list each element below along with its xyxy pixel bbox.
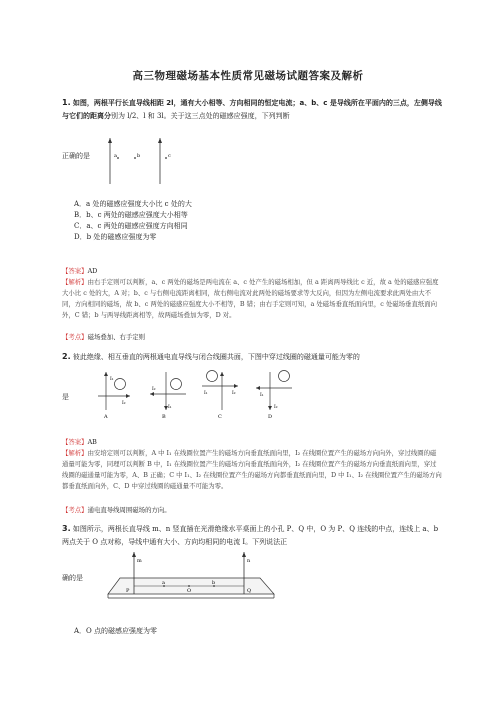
question-2-figure bbox=[92, 364, 312, 420]
analysis-tag: 【解析】 bbox=[62, 449, 88, 457]
figure-label-b: B bbox=[162, 414, 166, 420]
point-b-label: b bbox=[137, 153, 141, 159]
answer-tag: 【答案】 bbox=[62, 267, 88, 275]
answer-tag: 【答案】 bbox=[62, 438, 88, 446]
current-label-i1: I₁ bbox=[168, 405, 172, 410]
answer-value: AD bbox=[87, 267, 98, 275]
question-2-analysis bbox=[62, 448, 442, 492]
wire-n-label: n bbox=[247, 558, 251, 564]
option-a: A．a 处的磁感应强度大小比 c 处的大 bbox=[74, 200, 192, 208]
wire-m-label: m bbox=[137, 558, 142, 564]
point-a-label: a bbox=[114, 153, 117, 159]
question-number: 1. bbox=[62, 98, 71, 107]
point-tag: 【考点】 bbox=[62, 333, 88, 341]
question-number: 2. bbox=[62, 352, 71, 361]
point-text: 通电直导线周围磁场的方向。 bbox=[87, 506, 171, 514]
question-2-answer bbox=[62, 437, 442, 448]
option-c: C．a、c 两处的磁感应强度方向相同 bbox=[74, 222, 188, 230]
question-1-answer bbox=[62, 266, 442, 277]
current-label-i2: I₂ bbox=[274, 405, 278, 410]
point-tag: 【考点】 bbox=[62, 506, 88, 514]
question-1-figure bbox=[104, 136, 174, 186]
page-title: 高三物理磁场基本性质常见磁场试题答案及解析 bbox=[132, 70, 364, 82]
point-b-label: b bbox=[212, 580, 216, 586]
current-label-i2: I₂ bbox=[122, 401, 126, 406]
question-1-stem bbox=[62, 96, 442, 123]
point-a-label: a bbox=[162, 580, 165, 586]
point-p-label: P bbox=[126, 588, 130, 594]
figure-label-c: C bbox=[218, 414, 222, 420]
analysis-tag: 【解析】 bbox=[62, 278, 88, 286]
question-3-lead: 确的是 bbox=[62, 574, 83, 582]
figure-b bbox=[150, 372, 186, 420]
question-1-point bbox=[62, 332, 442, 343]
current-label-i1: I₁ bbox=[260, 393, 264, 398]
current-label-i2: I₂ bbox=[232, 391, 236, 396]
question-3-stem-text: 如图所示，两根长直导线 m、n 竖直插在光滑绝缘水平桌面上的小孔 P、Q 中，O 为 P、Q 连线的中点，连线上 a、b 两点关于 O 点对称，导线中通有大小、方向均相同的电流 I。下列说法正 bbox=[62, 525, 439, 546]
answer-value: AB bbox=[87, 438, 97, 446]
point-c-label: c bbox=[168, 153, 171, 159]
point-o-label: O bbox=[187, 588, 192, 594]
analysis-text: 由安培定则可以判断，A 中 I₁ 在线圈位置产生的磁场方向垂直纸面向里，I₂ 在线圈位置产生的磁场方向向外，穿过线圈的磁通量可能为零，同理可以判断 B 中，I₁ 在线圈位置产生的磁场方向垂直纸面向外，I₂ 在线圈位置产生的磁场方向垂直纸面向里，穿过线圈的磁通量可能为零，A、B 正确；C 中 I₁、I₂ 在线圈位置产生的磁场方向都垂直纸面向里，D 中 I₁、I₂ 在线圈位置产生的磁场方向都垂直纸面向外，C、D 中穿过线圈的磁通量不可能为零。 bbox=[62, 449, 442, 490]
option-b: B．b、c 两处的磁感应强度大小相等 bbox=[74, 211, 188, 219]
question-1-lead: 正确的是 bbox=[62, 152, 90, 160]
question-3-stem bbox=[62, 522, 442, 549]
question-2-point bbox=[62, 505, 442, 516]
point-q-label: Q bbox=[247, 588, 252, 594]
question-1-stem-rest: 别为 l/2、l 和 3l。关于这三点处的磁感应强度，下列判断 bbox=[111, 112, 290, 120]
figure-c bbox=[202, 371, 238, 421]
figure-label-d: D bbox=[268, 414, 273, 420]
question-2-stem-text: 彼此绝缘、相互垂直的两根通电直导线与闭合线圈共面，下图中穿过线圈的磁通量可能为零的 bbox=[72, 353, 360, 361]
analysis-text: 由右手定则可以判断，a、c 两处的磁场是两电流在 a、c 处产生的磁场相加，但 a 距离两导线比 c 近，故 a 处的磁感应强度大小比 c 处的大，A 对；b、c 与右侧电流距离相同，故右侧电流对此两处的磁场要求等大反向，但因为左侧电流要求此两处由大不同，方向相同的磁场，故 b、c 两处的磁感应强度大小不相等，B 错；由右手定则可知，a 处磁场垂直纸面向里，c 处磁场垂直纸面向外，C 错；b 与两导线距离相等，故两磁场叠加为零，D 对。 bbox=[62, 278, 439, 319]
figure-a bbox=[98, 372, 130, 420]
current-label-i2: I₂ bbox=[152, 387, 156, 392]
question-1-analysis bbox=[62, 277, 442, 321]
question-3-figure bbox=[104, 548, 284, 608]
question-2-lead: 是 bbox=[62, 393, 69, 401]
question-1-stem-bold: 如图，两根平行长直导线相距 2l，通有大小相等、方向相同的恒定电流；a、b、c 是导线所在平面内的三点，左侧导线与它们的距离分 bbox=[62, 99, 442, 120]
current-label-i1: I₁ bbox=[204, 391, 208, 396]
figure-label-a: A bbox=[104, 414, 108, 420]
point-text: 磁场叠加、右手定则 bbox=[87, 333, 146, 341]
current-label-i1: I₁ bbox=[110, 377, 114, 382]
option-d: D．b 处的磁感应强度为零 bbox=[74, 233, 157, 241]
question-number: 3. bbox=[62, 524, 71, 533]
figure-d bbox=[256, 371, 292, 421]
question-2-stem bbox=[62, 350, 442, 364]
question-3-option-a: A．O 点的磁感应强度为零 bbox=[74, 627, 158, 635]
